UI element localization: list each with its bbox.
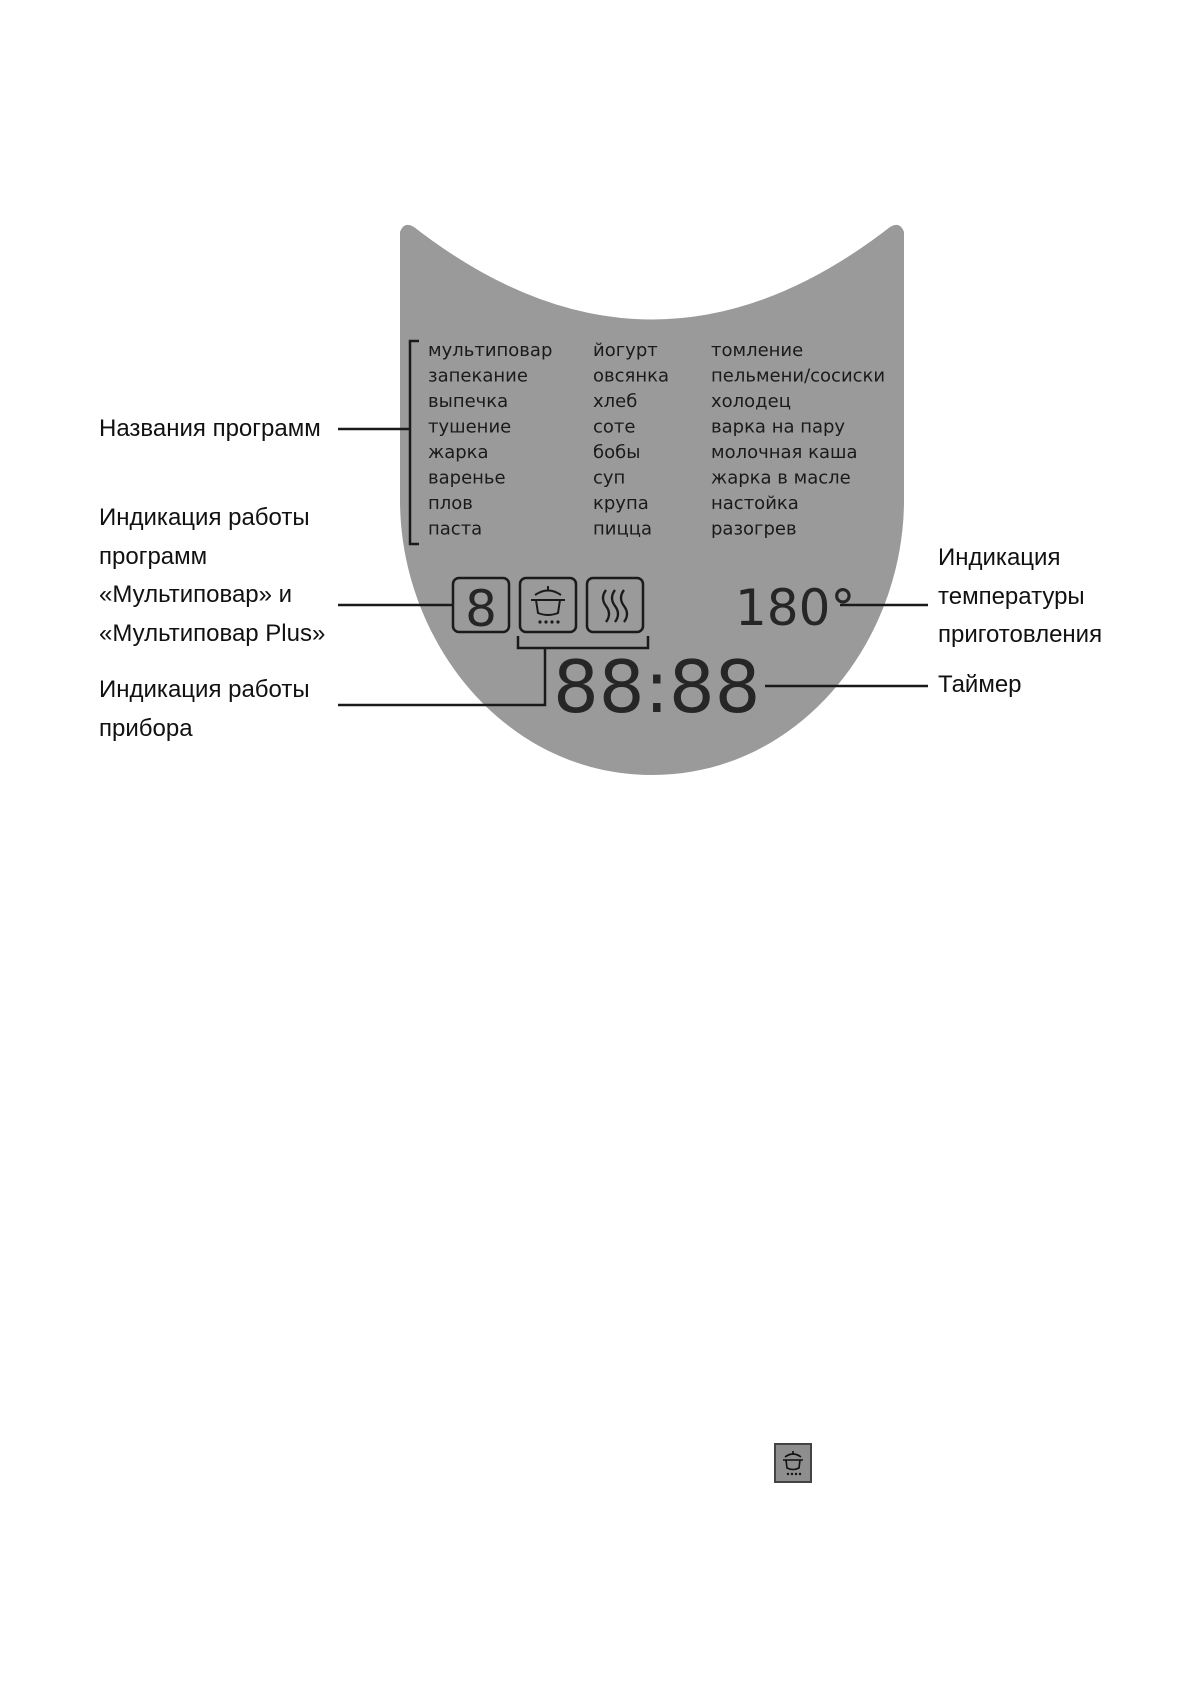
program-name: мультиповар	[428, 340, 553, 361]
temperature-readout: 180°	[735, 579, 856, 637]
program-name: тушение	[428, 416, 512, 438]
program-name: настойка	[711, 493, 799, 514]
callout-multicooker-indication	[99, 499, 325, 653]
program-name: хлеб	[593, 391, 638, 412]
callout-line: программ	[99, 542, 208, 570]
program-name: варка на пару	[711, 416, 846, 438]
program-name: пицца	[593, 518, 653, 540]
callout-line: Таймер	[938, 671, 1022, 698]
program-name: молочная каша	[711, 442, 858, 463]
callout-timer	[938, 666, 1022, 705]
program-name: крупа	[593, 493, 649, 514]
callout-line: Индикация работы	[99, 676, 310, 703]
program-name: жарка в масле	[711, 467, 851, 489]
callout-line: Индикация	[938, 544, 1061, 571]
program-name: суп	[593, 467, 626, 489]
timer-readout: 88:88	[553, 645, 761, 729]
program-name: разогрев	[711, 518, 797, 540]
program-name: варенье	[428, 467, 506, 489]
program-name: паста	[428, 518, 483, 540]
callout-device-indication	[99, 671, 310, 748]
program-name: холодец	[711, 391, 791, 412]
program-name: йогурт	[593, 340, 658, 361]
callout-line: температуры	[938, 582, 1085, 610]
callout-line: «Мультиповар» и	[99, 581, 293, 608]
program-name: бобы	[593, 442, 641, 463]
program-name: жарка	[428, 442, 489, 463]
program-name: плов	[428, 493, 473, 514]
program-name: овсянка	[593, 365, 670, 387]
program-name: томление	[711, 340, 804, 361]
program-name: запекание	[428, 365, 528, 387]
callout-line: Названия программ	[99, 415, 321, 442]
callout-line: «Мультиповар Plus»	[99, 619, 326, 647]
program-name: пельмени/сосиски	[711, 365, 886, 387]
step-digit: 8	[465, 580, 497, 638]
program-name: выпечка	[428, 391, 509, 412]
program-name: соте	[593, 416, 636, 438]
callout-line: прибора	[99, 714, 193, 742]
pot-icon	[774, 1443, 812, 1483]
callout-program-names	[99, 410, 321, 449]
callout-line: Индикация работы	[99, 504, 310, 531]
callout-temperature-indication	[938, 539, 1102, 655]
callout-line: приготовления	[938, 621, 1103, 648]
